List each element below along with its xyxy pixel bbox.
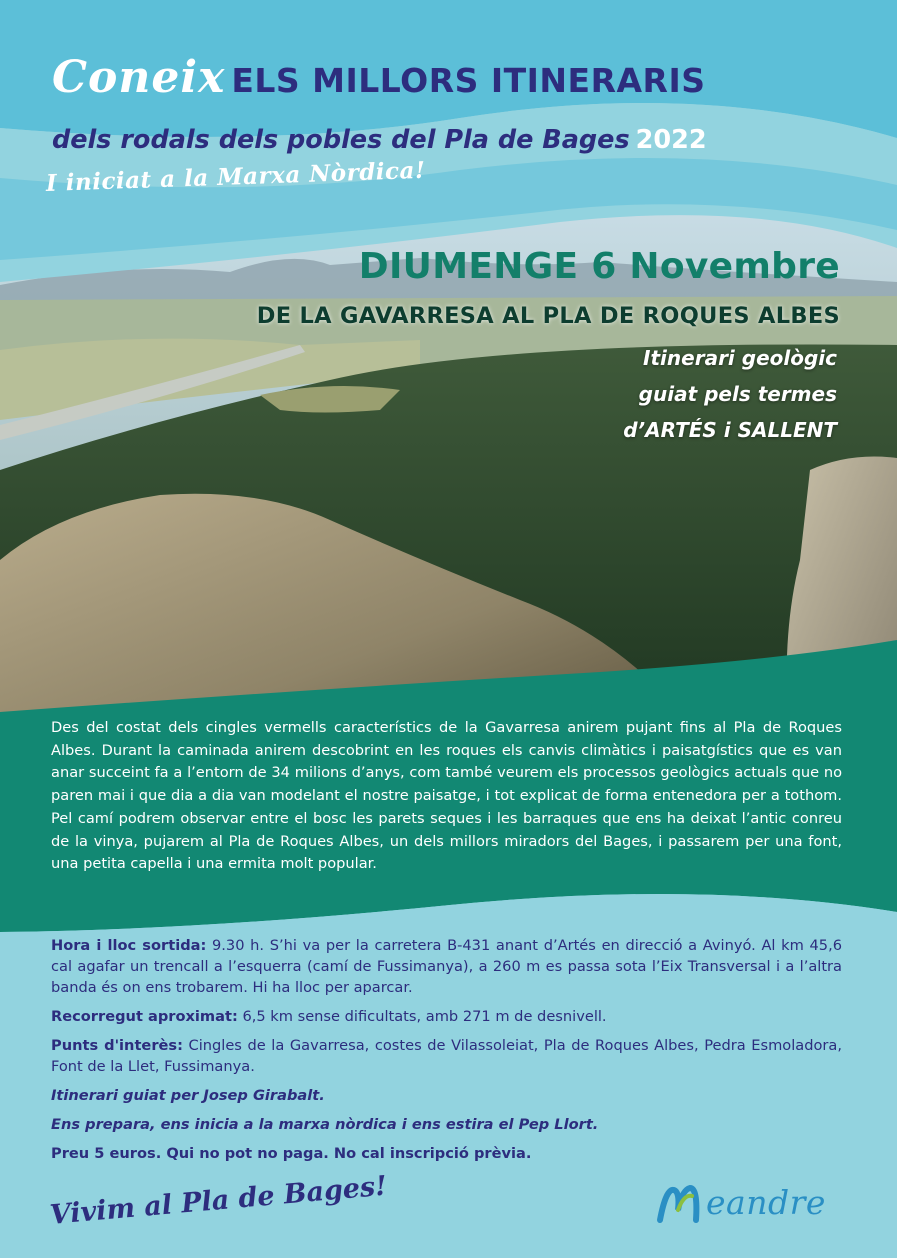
info-price: Preu 5 euros. Qui no pot no paga. No cal inscripció prèvia. xyxy=(51,1145,532,1162)
title-caps: ELS MILLORS ITINERARIS xyxy=(231,61,706,100)
event-info xyxy=(51,935,842,1172)
info-route-text: 6,5 km sense dificultats, amb 271 m de desnivell. xyxy=(237,1008,607,1025)
info-departure-label: Hora i lloc sortida: xyxy=(51,937,207,954)
subtitle-script: I iniciat a la Marxa Nòrdica! xyxy=(45,156,426,197)
info-points-text: Cingles de la Gavarresa, costes de Vilassoleiat, Pla de Roques Albes, Pedra Esmoladora, Font de la Llet, Fussimanya. xyxy=(51,1037,842,1075)
event-subtitle-line: Itinerari geològic xyxy=(643,346,837,370)
info-guide: Itinerari guiat per Josep Girabalt. xyxy=(51,1087,325,1104)
title-script: Coneix xyxy=(52,52,226,103)
info-departure xyxy=(51,935,842,998)
info-nordic: Ens prepara, ens inicia a la marxa nòrdica i ens estira el Pep Llort. xyxy=(51,1116,599,1133)
info-points xyxy=(51,1035,842,1077)
event-date: DIUMENGE 6 Novembre xyxy=(358,246,840,287)
event-subtitle-line: d’ARTÉS i SALLENT xyxy=(623,418,837,442)
event-route: DE LA GAVARRESA AL PLA DE ROQUES ALBES xyxy=(256,303,840,329)
event-description: Des del costat dels cingles vermells característics de la Gavarresa anirem pujant fins al Pla de Roques Albes. Durant la caminada anirem descobrint en les roques els canvis climàtics i paisatgístics que es van anar succeint fa a l’entorn de 34 milions d’anys, com també veurem els processos geològics actuals que no paren mai i que dia a dia van modelant el nostre paisatge, i tot explicat de forma entenedora per a tothom. Pel camí podrem observar entre el bosc les parets seques i les barraques que ens ha deixat l’antic conreu de la vinya, pujarem al Pla de Roques Albes, un dels millors miradors del Bages, i passarem per una font, una petita capella i una ermita molt popular. xyxy=(51,719,842,873)
title-year: 2022 xyxy=(635,125,707,155)
title-region: dels rodals dels pobles del Pla de Bages xyxy=(52,125,630,155)
brand-name: eandre xyxy=(706,1183,826,1222)
event-subtitle-line: guiat pels termes xyxy=(638,382,837,406)
info-points-label: Punts d'interès: xyxy=(51,1037,183,1054)
event-subtitle xyxy=(507,340,837,448)
info-route xyxy=(51,1006,842,1027)
info-departure-text: 9.30 h. S’hi va per la carretera B-431 anant d’Artés en direcció a Avinyó. Al km 45,6 cal agafar un trencall a l’esquerra (camí de Fussimanya), a 260 m es passa sota l’Eix Transversal i a l’altra banda és on ens trobarem. Hi ha lloc per aparcar. xyxy=(51,937,842,996)
info-route-label: Recorregut aproximat: xyxy=(51,1008,238,1025)
footer-slogan: Vivim al Pla de Bages! xyxy=(48,1170,389,1231)
title-line1 xyxy=(52,52,706,103)
title-line2 xyxy=(52,125,707,155)
